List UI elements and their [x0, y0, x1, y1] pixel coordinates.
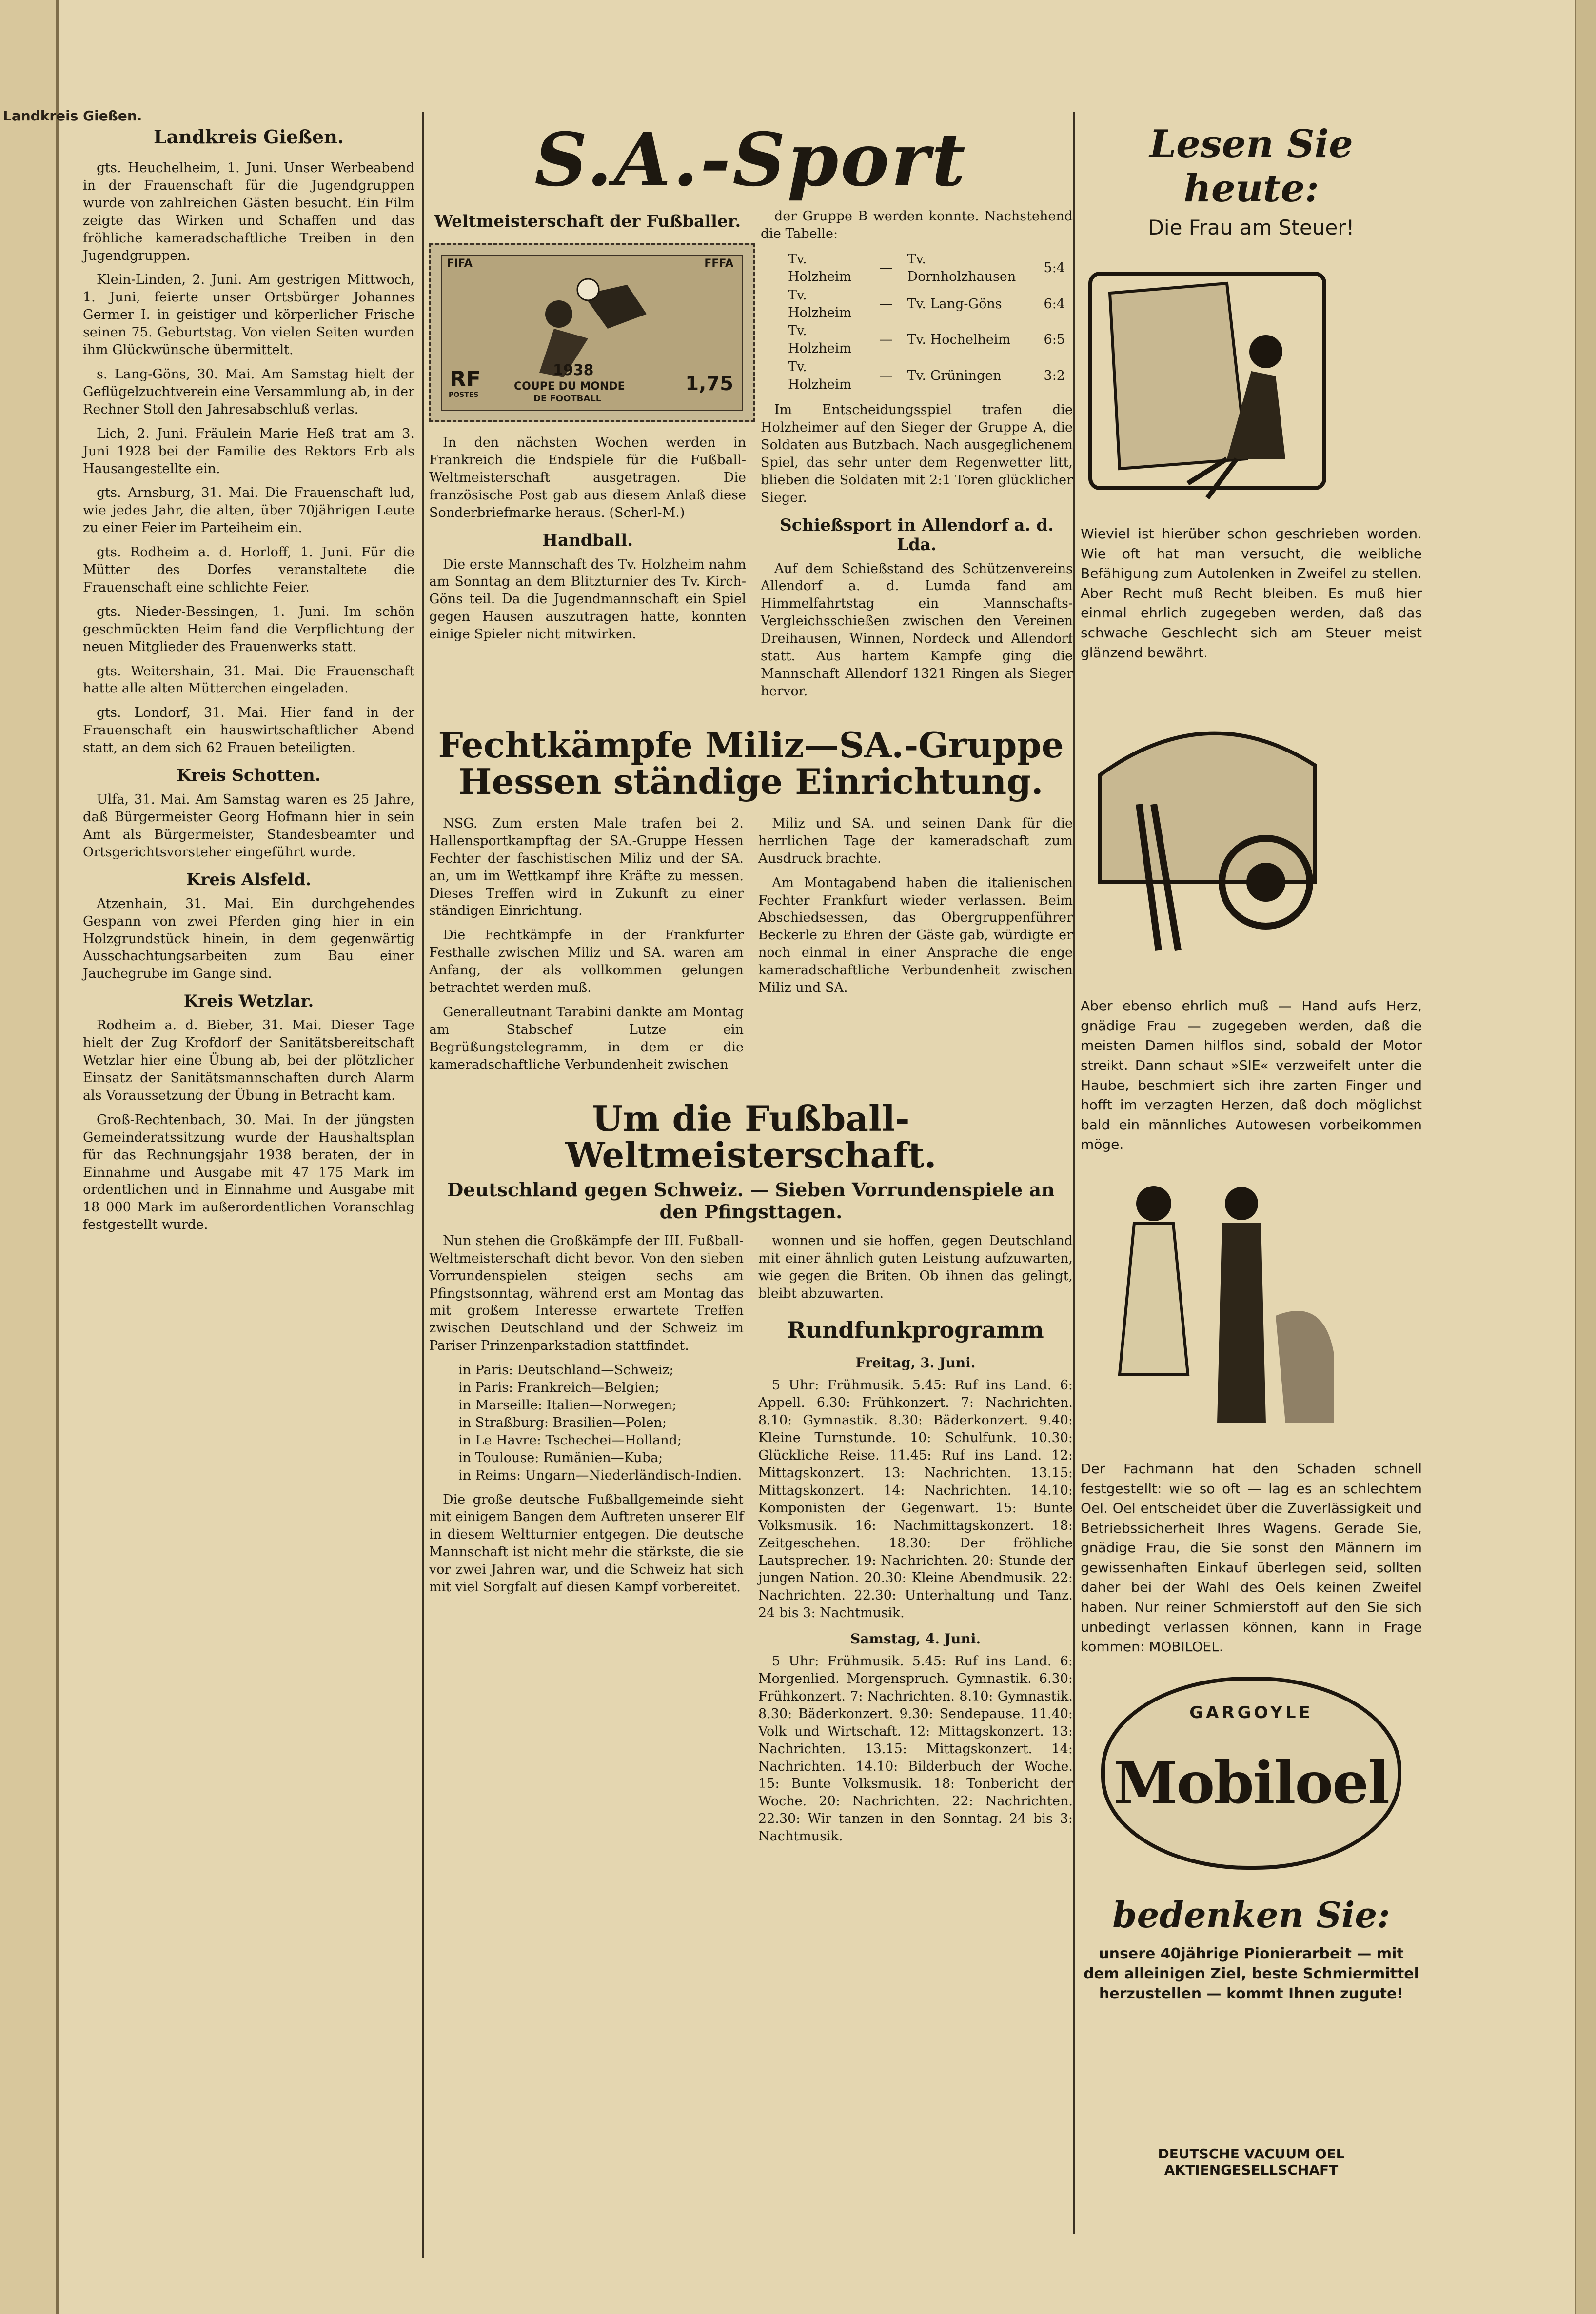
stamp-rf: RF: [450, 367, 481, 392]
team-a: Tv. Holzheim: [788, 287, 852, 320]
fussball-col-right: [758, 1232, 1073, 1852]
article-paragraph: Die Fechtkämpfe in der Frankfurter Festhalle zwischen Miliz und SA. waren am Anfang, der als vollkommen gelungen betrachtet werden muß.: [429, 928, 744, 996]
section-heading-schotten: Kreis Schotten.: [177, 766, 321, 786]
score: 6:5: [1044, 332, 1065, 348]
ad-tagline-3: herzustellen — kommt Ihnen zugute!: [1099, 1985, 1404, 2002]
results-outro: Im Entscheidungsspiel trafen die Holzheimer auf den Sieger der Gruppe A, die Soldaten aus Butzbach. Nach ausgeglichenem Spiel, das sehr unter dem Regenwetter litt, blieben die Soldaten mit 2:1 Toren glücklicher Sieger.: [761, 402, 1073, 505]
match-line: in Paris: Deutschland—Schweiz;: [458, 1363, 674, 1378]
fecht-col-right: [758, 815, 1073, 1081]
stamp-fifa: FIFA: [447, 257, 473, 270]
match-line: in Le Havre: Tschechei—Holland;: [458, 1432, 682, 1448]
fussball-headline: Um die Fußball-Weltmeisterschaft.: [565, 1097, 937, 1176]
match-line: in Marseille: Italien—Norwegen;: [458, 1397, 677, 1413]
ad-subhead: Die Frau am Steuer!: [1148, 216, 1355, 239]
results-row: Tv. Holzheim — Tv. Lang-Göns 6:4: [781, 287, 1072, 322]
stamp-football: DE FOOTBALL: [533, 394, 602, 404]
mobiloel-logo: [1101, 1677, 1401, 1870]
sport-top-row: [429, 208, 1073, 707]
handball-heading: Handball.: [542, 530, 633, 550]
gargoyle-label: GARGOYLE: [1189, 1702, 1313, 1722]
fecht-columns: [429, 815, 1073, 1081]
rundfunk-saturday-program: 5 Uhr: Frühmusik. 5.45: Ruf ins Land. 6: Morgenlied. Morgenspruch. Gymnastik. 6.30: Frühkonzert. 7: Nachrichten. 8.10: Gymnastik. 8.30: Bäderkonzert. 9.30: Sendepause. 11.40: Volk und Wirtschaft. 12: Mittagskonzert. 13: Nachrichten. 13.15: Mittagskonzert. 14: Nachrichten. 14.10: Bilderbuch der Woche. 15: Bunte Volksmusik. 18: Tonbericht der Woche. 20: Nachrichten. 22: Nachrichten. 22.30: Wir tanzen in den Sonntag. 24 bis 3: Nachtmusik.: [758, 1654, 1073, 1844]
rundfunk-friday-program: 5 Uhr: Frühmusik. 5.45: Ruf ins Land. 6: Appell. 6.30: Frühkonzert. 7: Nachrichten. 8.10: Gymnastik. 8.30: Bäderkonzert. 9.40: Kleine Turnstunde. 10: Schulfunk. 10.30: Glückliche Reise. 11.45: Ruf ins Land. 12: Mittagskonzert. 13: Nachrichten. 13.15: Mittagskonzert. 14: Nachrichten. 14.10: Komponisten der Gegenwart. 15: Bunte Volksmusik. 16: Nachmittagskonzert. 18: Zeitgeschehen. 18.30: Der fröhliche Lautsprecher. 19: Nachrichten. 20: Stunde der jungen Nation. 20.30: Kleine Abendmusik. 22: Nachrichten. 22.30: Unterhaltung und Tanz. 24 bis 3: Nachtmusik.: [758, 1378, 1073, 1621]
score: 3:2: [1044, 368, 1065, 384]
article-paragraph: Die große deutsche Fußballgemeinde sieht mit einigem Bangen dem Auftreten unserer Elf in diesem Weltturnier entgegen. Die deutsche Mannschaft ist nicht mehr die stärkste, die sie vor zwei Jahren war, und die Schweiz hat sich mit viel Sorgfalt auf diesen Kampf vorbereitet.: [429, 1492, 744, 1595]
stamp-coupe: COUPE DU MONDE: [514, 380, 625, 393]
left-column: [83, 122, 414, 1241]
results-row: Tv. Holzheim — Tv. Dornholzhausen 5:4: [781, 251, 1072, 286]
stamp-caption: In den nächsten Wochen werden in Frankreich die Endspiele für die Fußball-Weltmeisterschaft ausgetragen. Die französische Post gab aus diesem Anlaß diese Sonderbriefmarke heraus. (Scherl-M.): [429, 435, 746, 520]
article-paragraph: gts. Londorf, 31. Mai. Hier fand in der Frauenschaft ein hauswirtschaftlicher Abend statt, an dem sich 62 Frauen beteiligten.: [83, 705, 414, 756]
article-paragraph: wonnen und sie hoffen, gegen Deutschland mit einer ähnlich guten Leistung aufzuwarten, wie gegen die Briten. Ob ihnen das gelingt, bleibt abzuwarten.: [758, 1233, 1073, 1301]
column-rule: [422, 112, 424, 2258]
stamp-fffa: FFFA: [704, 257, 733, 270]
team-a: Tv. Holzheim: [788, 251, 852, 284]
article-paragraph: Generalleutnant Tarabini dankte am Montag am Stabschef Lutze ein Begrüßungstelegramm, in dem er die kameradschaftliche Verbundenheit zwischen: [429, 1005, 744, 1072]
team-a: Tv. Holzheim: [788, 323, 852, 356]
results-intro: der Gruppe B werden konnte. Nachstehend die Tabelle:: [761, 209, 1073, 241]
article-paragraph: Klein-Linden, 2. Juni. Am gestrigen Mittwoch, 1. Juni, feierte unser Ortsbürger Johannes Germer I. in geistiger und körperlicher Frische seinen 75. Geburtstag. Von vielen Seiten wurden ihm Glückwünsche übermittelt.: [83, 272, 414, 358]
schiess-heading: Schießsport in Allendorf a. d. Lda.: [780, 515, 1054, 554]
worldcup-stamp-article: [429, 208, 746, 707]
binding-gutter: [0, 0, 142, 2314]
article-paragraph: gts. Arnsburg, 31. Mai. Die Frauenschaft lud, wie jedes Jahr, die alten, über 70jährigen Leute zu einer Feier im Parteiheim ein.: [83, 485, 414, 536]
ad-tagline-1: unsere 40jährige Pionierarbeit — mit: [1099, 1945, 1404, 1962]
stamp-year: 1938: [553, 362, 594, 379]
article-paragraph: Rodheim a. d. Bieber, 31. Mai. Dieser Tage hielt der Zug Krofdorf der Sanitätsbereitschaft Wetzlar hier eine Übung ab, bei der plötzlicher Einsatz der Sanitätsmannschaften durch Alarm als Voraussetzung der Übung in Betracht kam.: [83, 1018, 414, 1103]
left-column-header: Landkreis Gießen.: [153, 126, 344, 148]
binding-fragment: Landkreis Gießen.: [3, 108, 142, 124]
article-paragraph: NSG. Zum ersten Male trafen bei 2. Hallensportkampftag der SA.-Gruppe Hessen Fechter der faschistischen Miliz und der SA. an, um im Wettkampf ihre Kräfte zu messen. Dieses Treffen wird in Zukunft zu einer ständigen Einrichtung.: [429, 815, 744, 919]
ad-paragraph-1: Wieviel ist hierüber schon geschrieben worden. Wie oft hat man versucht, die weibliche Befähigung zum Autolenken in Zweifel zu stellen. Aber Recht muß Recht bleiben. Es muß hier einmal ehrlich zugegeben werden, daß das schwache Geschlecht sich am Steuer meist glänzend bewährt.: [1081, 526, 1422, 661]
schiess-paragraph: Auf dem Schießstand des Schützenvereins Allendorf a. d. Lumda fand am Himmelfahrtstag ein Mannschafts-Vergleichsschießen zwischen den Vereinen Dreihausen, Winnen, Nordeck und Allendorf statt. Aus hartem Kampfe ging die Mannschaft Allendorf 1321 Ringen als Sieger hervor.: [761, 561, 1073, 699]
rundfunk-day-saturday: Samstag, 4. Juni.: [850, 1631, 981, 1647]
match-line: in Straßburg: Brasilien—Polen;: [458, 1415, 667, 1430]
article-paragraph: Miliz und SA. und seinen Dank für die herrlichen Tage der kameradschaft zum Ausdruck brachte.: [758, 815, 1073, 866]
ad-tagline-2: dem alleinigen Ziel, beste Schmiermittel: [1084, 1965, 1419, 1982]
match-line: in Paris: Frankreich—Belgien;: [458, 1380, 660, 1396]
stamp-value: 1,75: [685, 373, 733, 395]
worldcup-heading: Weltmeisterschaft der Fußballer.: [434, 212, 741, 231]
fecht-col-left: [429, 815, 744, 1081]
fecht-headline: Fechtkämpfe Miliz—SA.-Gruppe Hessen ständige Einrichtung.: [438, 724, 1064, 803]
article-paragraph: gts. Nieder-Bessingen, 1. Juni. Im schön geschmückten Heim fand die Verpflichtung der neuen Mitglieder des Frauenwerks statt.: [83, 604, 414, 654]
sport-section: [429, 117, 1073, 1852]
results-row: Tv. Holzheim — Tv. Grüningen 3:2: [781, 358, 1072, 394]
article-paragraph: gts. Rodheim a. d. Horloff, 1. Juni. Für die Mütter des Dorfes veranstaltete die Frauenschaft eine schlichte Feier.: [83, 545, 414, 595]
section-heading-wetzlar: Kreis Wetzlar.: [183, 991, 314, 1011]
article-paragraph: s. Lang-Göns, 30. Mai. Am Samstag hielt der Geflügelzuchtverein eine Versammlung ab, in der Rechner Stoll den Jahresabschluß verlas.: [83, 366, 414, 417]
stamp-postes: POSTES: [449, 391, 479, 399]
column-rule: [1073, 112, 1075, 2234]
handball-paragraph: Die erste Mannschaft des Tv. Holzheim nahm am Sonntag an dem Blitzturnier des Tv. Kirch-Göns teil. Da die Jugendmannschaft ein Spiel gegen Hausen auszutragen hatte, konnten einige Spieler nicht mitwirken.: [429, 556, 746, 642]
results-table: [780, 250, 1073, 395]
ad-paragraph-3: Der Fachmann hat den Schaden schnell festgestellt: wie so oft — lag es an schlechtem Oel. Oel entscheidet über die Zuverlässigkeit und Betriebssicherheit Ihres Wagens. Gerade Sie, gnädige Frau, die Sie sonst den Männern im gewissenhaften Einkauf überlegen seid, sollten daher bei der Wahl des Oels keinen Zweifel haben. Nur reiner Schmierstoff auf den Sie sich unbedingt verlassen können, kann in Frage kommen: MOBILOEL.: [1081, 1460, 1422, 1655]
rundfunk-heading: Rundfunkprogramm: [787, 1317, 1044, 1344]
article-paragraph: Nun stehen die Großkämpfe der III. Fußball-Weltmeisterschaft dicht bevor. Von den sieben Vorrundenspielen steigen sechs am Pfingstsonntag, während erst am Montag das mit großem Interesse erwartete Treffen zwischen Deutschland und der Schweiz im Pariser Prinzenparkstadion stattfindet.: [429, 1233, 744, 1354]
team-b: Tv. Hochelheim: [907, 332, 1011, 348]
article-paragraph: Lich, 2. Juni. Fräulein Marie Heß trat am 3. Juni 1928 bei der Familie des Rektors Erb als Hausangestellte ein.: [83, 426, 414, 476]
team-a: Tv. Holzheim: [788, 359, 852, 393]
results-row: Tv. Holzheim — Tv. Hochelheim 6:5: [781, 322, 1072, 357]
match-schedule: [458, 1362, 744, 1484]
results-column: [761, 208, 1073, 707]
ad-headline: Lesen Sie heute:: [1149, 122, 1353, 211]
article-paragraph: Ulfa, 31. Mai. Am Samstag waren es 25 Jahre, daß Bürgermeister Georg Hofmann hier in sein Amt als Bürgermeister, Standesbeamter und Ortsgerichtsvorsteher eingeführt wurde.: [83, 792, 414, 860]
match-line: in Reims: Ungarn—Niederländisch-Indien.: [458, 1467, 742, 1483]
article-paragraph: Groß-Rechtenbach, 30. Mai. In der jüngsten Gemeinderatssitzung wurde der Haushaltsplan für das Rechnungsjahr 1938 beraten, der in Einnahme und Ausgabe mit 47 175 Mark im ordentlichen und in Einnahme und Ausgabe mit 18 000 Mark im außerordentlichen Voranschlag festgestellt wurde.: [83, 1112, 414, 1233]
article-paragraph: Am Montagabend haben die italienischen Fechter Frankfurt wieder verlassen. Beim Abschiedsessen, das Obergruppenführer Beckerle zu Ehren der Gäste gab, würdigte er noch einmal in einer Ansprache die enge kameradschaftliche Verbundenheit zwischen Miliz und SA.: [758, 875, 1073, 996]
ad-bedenken: bedenken Sie:: [1112, 1894, 1390, 1936]
article-paragraph: gts. Weitershain, 31. Mai. Die Frauenschaft hatte alle alten Mütterchen eingeladen.: [83, 663, 414, 696]
woman-under-hood-illustration: [1081, 677, 1334, 980]
brand-name: Mobiloel: [1113, 1748, 1389, 1817]
team-b: Tv. Lang-Göns: [907, 296, 1002, 312]
match-line: in Toulouse: Rumänien—Kuba;: [458, 1450, 663, 1465]
section-heading-alsfeld: Kreis Alsfeld.: [186, 870, 312, 890]
ad-company-footer: DEUTSCHE VACUUM OEL AKTIENGESELLSCHAFT: [1158, 2146, 1345, 2178]
ad-paragraph-2: Aber ebenso ehrlich muß — Hand aufs Herz, gnädige Frau — zugegeben werden, daß die meisten Damen hilflos sind, sobald der Motor streikt. Dann schaut »SIE« verzweifelt unter die Haube, beschmiert sich ihre zarten Finger und hofft im verzagten Herzen, daß doch möglichst bald ein männliches Autowesen vorbeikommen möge.: [1081, 998, 1422, 1153]
article-paragraph: Atzenhain, 31. Mai. Ein durchgehendes Gespann von zwei Pferden ging hier in ein Holzgrundstück hinein, in dem gegenwärtig Ausschachtungsarbeiten zum Bau einer Jauchegrube im Gange sind.: [83, 896, 414, 982]
score: 5:4: [1044, 260, 1065, 276]
worldcup-stamp-image: [429, 243, 755, 422]
team-b: Tv. Grüningen: [907, 368, 1002, 384]
mechanic-and-woman-illustration: [1081, 1169, 1334, 1443]
page-edge: [1575, 0, 1596, 2314]
woman-in-car-illustration: [1081, 254, 1334, 508]
mobiloel-advertisement: [1081, 122, 1422, 2005]
fussball-col-left: [429, 1232, 744, 1852]
fussball-subhead: Deutschland gegen Schweiz. — Sieben Vorrundenspiele an den Pfingsttagen.: [447, 1178, 1055, 1223]
article-paragraph: gts. Heuchelheim, 1. Juni. Unser Werbeabend in der Frauenschaft für die Jugendgruppen wurde von zahlreichen Gästen besucht. Ein Film zeigte das Wirken und Schaffen und das fröhliche kameradschaftliche Treiben in den Jugendgruppen.: [83, 160, 414, 263]
sport-masthead: S.A.-Sport: [534, 117, 967, 203]
team-b: Tv. Dornholzhausen: [907, 251, 1016, 284]
score: 6:4: [1044, 296, 1065, 312]
rundfunk-day-friday: Freitag, 3. Juni.: [855, 1355, 976, 1371]
fussball-columns: [429, 1232, 1073, 1852]
